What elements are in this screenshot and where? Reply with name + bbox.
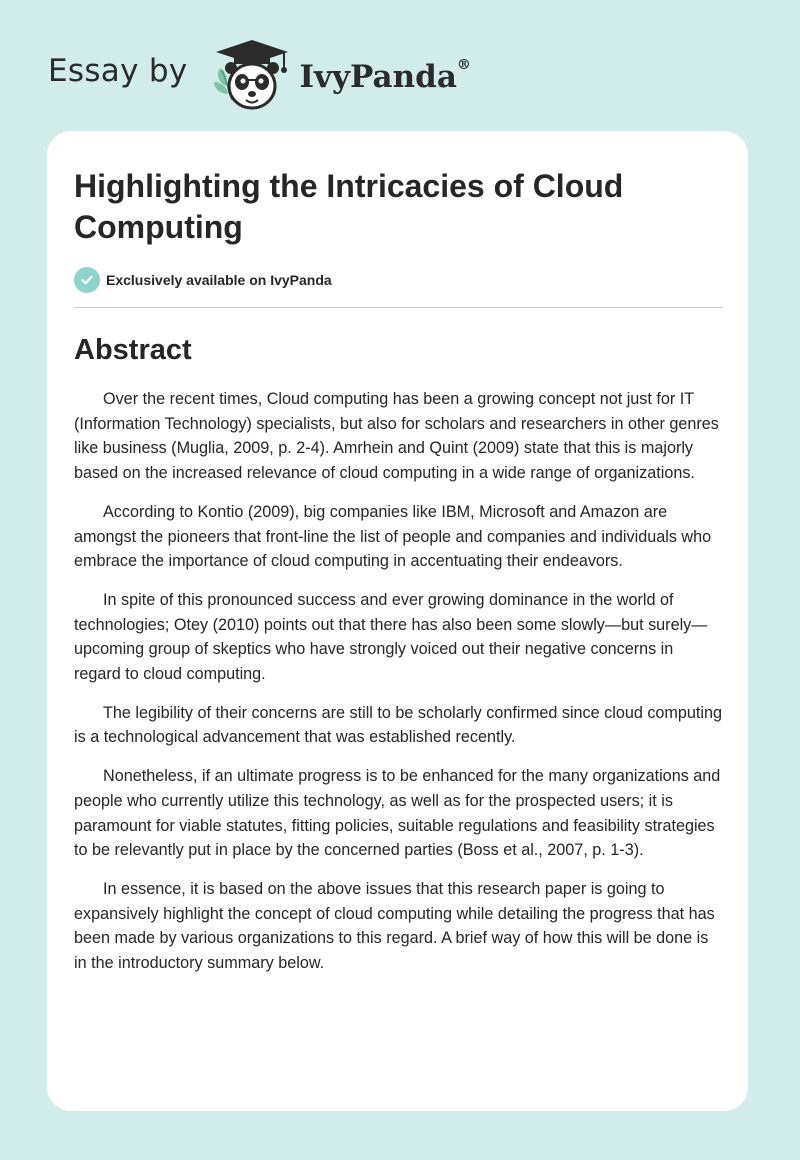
paragraph: The legibility of their concerns are still to be scholarly confirmed since cloud computing is a technological advancement that was established recently. — [74, 703, 723, 747]
paragraph: Nonetheless, if an ultimate progress is to be enhanced for the many organizations and people who currently utilize this technology, as well as for the prospected users; it is paramount for viable statutes, fitting policies, suitable regulations and feasibility strategies to be relevantly put in place by the concerned parties (Boss et al., 2007, p. 1-3). — [74, 767, 721, 860]
abstract-body — [74, 387, 723, 976]
paragraph: In spite of this pronounced success and ever growing dominance in the world of technologies; Otey (2010) points out that there has also been some slowly—but surely—upcoming group of skeptics who have strongly voiced out their negative concerns in regard to cloud computing. — [74, 590, 708, 684]
brand-prefix: Essay by — [48, 53, 188, 89]
paragraph: Over the recent times, Cloud computing has been a growing concept not just for IT (Information Technology) specialists, but also for scholars and researchers in other genres like business (Muglia, 2009, p. 2-4). Amrhein and Quint (2009) state that this is majorly based on the increased relevance of cloud computing in a wide range of organizations. — [74, 390, 719, 483]
registered-mark: ® — [456, 57, 471, 73]
brand-header — [48, 34, 471, 114]
page-title: Highlighting the Intricacies of Cloud Computing — [74, 168, 624, 245]
exclusive-label: Exclusively available on IvyPanda — [106, 272, 332, 288]
essay-card — [47, 131, 748, 1111]
exclusive-notice — [74, 267, 722, 293]
divider — [74, 307, 723, 308]
brand-name: IvyPanda® — [299, 57, 471, 95]
panda-graduate-icon — [204, 34, 296, 114]
paragraph: In essence, it is based on the above issues that this research paper is going to expansively highlight the concept of cloud computing while detailing the progress that has been made by various organizations to this regard. A brief way of how this will be done is in the introductory summary below. — [74, 879, 715, 973]
paragraph: According to Kontio (2009), big companies like IBM, Microsoft and Amazon are amongst the pioneers that front-line the list of people and companies and individuals who embrace the importance of cloud computing in accentuating their endeavors. — [74, 502, 712, 571]
section-heading: Abstract — [74, 334, 192, 366]
check-icon — [74, 267, 100, 293]
